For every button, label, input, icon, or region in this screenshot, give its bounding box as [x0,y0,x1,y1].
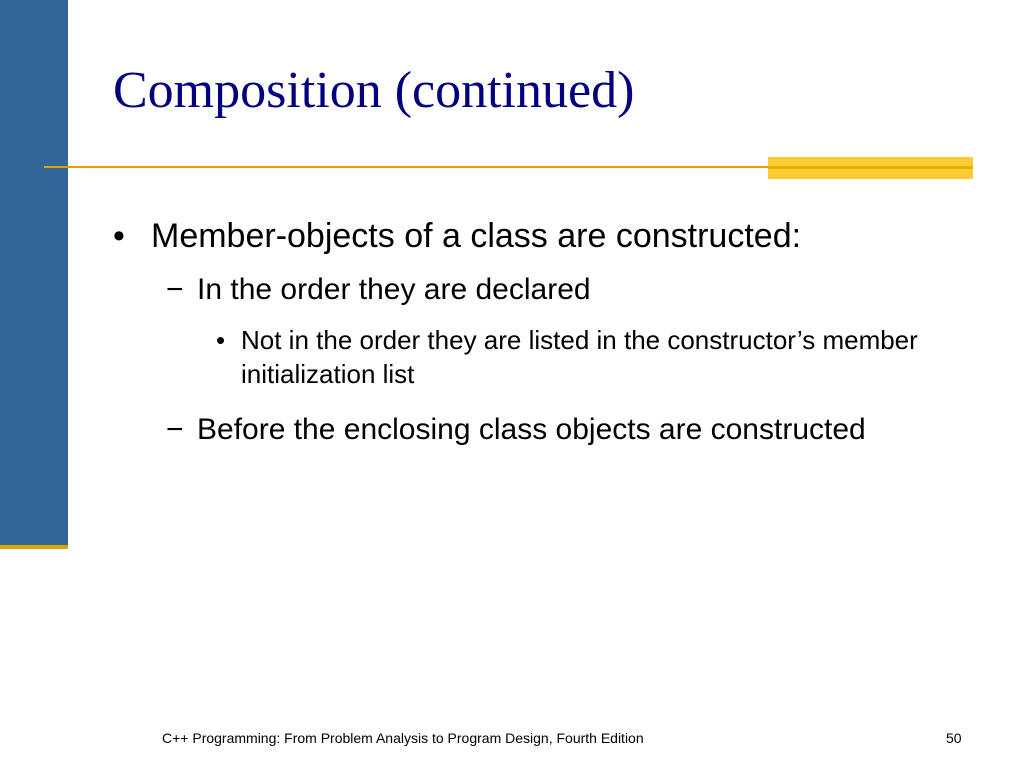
page-number: 50 [946,730,962,746]
footer-course-title: C++ Programming: From Problem Analysis to Program Design, Fourth Edition [162,730,644,746]
title-accent-line [768,166,973,169]
sub-bullet-text: In the order they are declared [197,273,591,306]
sub-bullet-text: Before the enclosing class objects are constructed [197,413,866,446]
sub-sub-bullet-text: Not in the order they are listed in the constructor’s member initialization list [241,325,918,389]
bullet-text-level1: Member-objects of a class are constructed: [151,217,802,255]
sidebar-rule [0,545,68,549]
left-sidebar-band [0,0,68,545]
bullet-marker: • [113,217,125,255]
title-underline [44,166,772,168]
bullet-marker-small: • [216,325,226,355]
dash-marker: − [166,413,184,446]
slide-title: Composition (continued) [113,62,635,119]
dash-marker: − [166,273,184,306]
